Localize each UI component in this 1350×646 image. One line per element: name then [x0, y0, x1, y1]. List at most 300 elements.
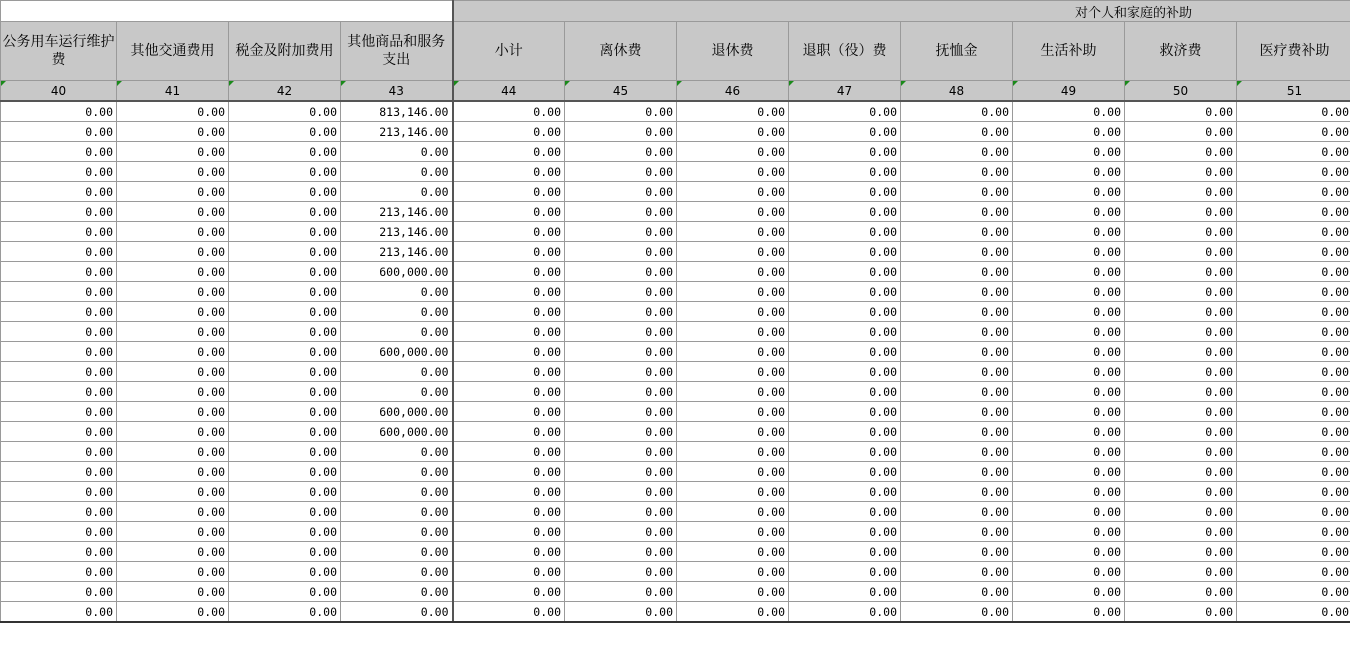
- table-cell[interactable]: 0.00: [1237, 442, 1350, 462]
- table-cell[interactable]: 0.00: [1237, 542, 1350, 562]
- table-cell[interactable]: 0.00: [229, 482, 341, 502]
- table-cell[interactable]: 0.00: [117, 402, 229, 422]
- column-header-cell[interactable]: 其他商品和服务支出: [341, 22, 453, 81]
- table-cell[interactable]: 0.00: [901, 162, 1013, 182]
- table-cell[interactable]: 0.00: [1237, 602, 1350, 623]
- table-cell[interactable]: 0.00: [117, 282, 229, 302]
- table-cell[interactable]: 0.00: [1237, 362, 1350, 382]
- table-cell[interactable]: 0.00: [677, 302, 789, 322]
- table-cell[interactable]: 0.00: [1013, 442, 1125, 462]
- table-cell[interactable]: 0.00: [229, 442, 341, 462]
- column-number-cell[interactable]: [117, 81, 229, 102]
- table-cell[interactable]: 0.00: [1013, 482, 1125, 502]
- table-cell[interactable]: 0.00: [1237, 382, 1350, 402]
- table-cell[interactable]: 0.00: [789, 422, 901, 442]
- table-cell[interactable]: 0.00: [117, 482, 229, 502]
- table-cell[interactable]: 0.00: [1125, 382, 1237, 402]
- table-cell[interactable]: 0.00: [1125, 362, 1237, 382]
- table-cell[interactable]: 0.00: [117, 582, 229, 602]
- table-cell[interactable]: 0.00: [229, 322, 341, 342]
- table-cell[interactable]: 0.00: [453, 242, 565, 262]
- table-cell[interactable]: 0.00: [453, 522, 565, 542]
- table-cell[interactable]: 0.00: [1, 162, 117, 182]
- table-cell[interactable]: 0.00: [1237, 482, 1350, 502]
- table-cell[interactable]: 0.00: [229, 562, 341, 582]
- table-cell[interactable]: 0.00: [1013, 562, 1125, 582]
- table-cell[interactable]: 0.00: [229, 382, 341, 402]
- table-cell[interactable]: 0.00: [565, 322, 677, 342]
- table-cell[interactable]: 0.00: [565, 362, 677, 382]
- table-cell[interactable]: 0.00: [341, 322, 453, 342]
- table-cell[interactable]: 0.00: [1237, 202, 1350, 222]
- table-cell[interactable]: 600,000.00: [341, 402, 453, 422]
- table-cell[interactable]: 0.00: [1013, 282, 1125, 302]
- table-cell[interactable]: 0.00: [453, 162, 565, 182]
- table-cell[interactable]: 0.00: [901, 122, 1013, 142]
- table-cell[interactable]: 0.00: [1013, 462, 1125, 482]
- table-cell[interactable]: 0.00: [901, 101, 1013, 122]
- table-cell[interactable]: 0.00: [565, 382, 677, 402]
- table-cell[interactable]: 0.00: [341, 522, 453, 542]
- table-cell[interactable]: 0.00: [453, 402, 565, 422]
- table-cell[interactable]: 0.00: [1237, 322, 1350, 342]
- table-cell[interactable]: 0.00: [789, 382, 901, 402]
- table-cell[interactable]: 0.00: [1013, 522, 1125, 542]
- table-cell[interactable]: 0.00: [789, 302, 901, 322]
- table-cell[interactable]: 0.00: [341, 582, 453, 602]
- table-cell[interactable]: 0.00: [1125, 402, 1237, 422]
- column-number-cell[interactable]: [677, 81, 789, 102]
- table-cell[interactable]: 0.00: [1125, 242, 1237, 262]
- table-cell[interactable]: 0.00: [1, 282, 117, 302]
- table-cell[interactable]: 0.00: [117, 382, 229, 402]
- table-cell[interactable]: 0.00: [901, 242, 1013, 262]
- table-cell[interactable]: 0.00: [1, 101, 117, 122]
- table-cell[interactable]: 0.00: [901, 342, 1013, 362]
- column-header-cell[interactable]: 离休费: [565, 22, 677, 81]
- column-number-cell[interactable]: [453, 81, 565, 102]
- table-cell[interactable]: 0.00: [565, 282, 677, 302]
- column-number-cell[interactable]: [789, 81, 901, 102]
- table-cell[interactable]: 0.00: [1, 442, 117, 462]
- column-header-cell[interactable]: 医疗费补助: [1237, 22, 1350, 81]
- table-cell[interactable]: 0.00: [677, 382, 789, 402]
- table-cell[interactable]: 0.00: [1013, 182, 1125, 202]
- table-cell[interactable]: 0.00: [453, 282, 565, 302]
- table-cell[interactable]: 0.00: [1013, 322, 1125, 342]
- table-cell[interactable]: 0.00: [453, 222, 565, 242]
- table-cell[interactable]: 0.00: [565, 462, 677, 482]
- table-cell[interactable]: 0.00: [677, 242, 789, 262]
- table-cell[interactable]: 0.00: [1, 182, 117, 202]
- column-number-cell[interactable]: [1125, 81, 1237, 102]
- table-cell[interactable]: 0.00: [1, 122, 117, 142]
- table-cell[interactable]: 0.00: [453, 302, 565, 322]
- table-cell[interactable]: 0.00: [1, 382, 117, 402]
- table-cell[interactable]: 0.00: [789, 502, 901, 522]
- table-cell[interactable]: 0.00: [117, 202, 229, 222]
- table-cell[interactable]: 0.00: [229, 302, 341, 322]
- table-cell[interactable]: 0.00: [117, 422, 229, 442]
- table-cell[interactable]: 0.00: [341, 162, 453, 182]
- table-cell[interactable]: 0.00: [1125, 101, 1237, 122]
- table-cell[interactable]: 0.00: [341, 462, 453, 482]
- table-cell[interactable]: 0.00: [789, 122, 901, 142]
- table-cell[interactable]: 0.00: [789, 202, 901, 222]
- table-cell[interactable]: 0.00: [565, 442, 677, 462]
- table-cell[interactable]: 0.00: [1013, 122, 1125, 142]
- table-cell[interactable]: 0.00: [117, 162, 229, 182]
- table-cell[interactable]: 213,146.00: [341, 242, 453, 262]
- table-cell[interactable]: 0.00: [565, 222, 677, 242]
- column-header-cell[interactable]: 小计: [453, 22, 565, 81]
- table-cell[interactable]: 0.00: [677, 142, 789, 162]
- table-cell[interactable]: 0.00: [1013, 101, 1125, 122]
- table-cell[interactable]: 0.00: [677, 402, 789, 422]
- column-number-cell[interactable]: [1013, 81, 1125, 102]
- table-cell[interactable]: 0.00: [677, 162, 789, 182]
- table-cell[interactable]: 0.00: [1013, 362, 1125, 382]
- table-cell[interactable]: 0.00: [341, 602, 453, 623]
- table-cell[interactable]: 0.00: [789, 602, 901, 623]
- table-cell[interactable]: 0.00: [789, 101, 901, 122]
- table-cell[interactable]: 0.00: [565, 422, 677, 442]
- table-cell[interactable]: 0.00: [789, 322, 901, 342]
- table-cell[interactable]: 0.00: [453, 101, 565, 122]
- table-cell[interactable]: 0.00: [677, 342, 789, 362]
- table-cell[interactable]: 0.00: [1125, 202, 1237, 222]
- table-cell[interactable]: 0.00: [229, 202, 341, 222]
- table-cell[interactable]: 0.00: [1125, 282, 1237, 302]
- table-cell[interactable]: 0.00: [229, 542, 341, 562]
- table-cell[interactable]: 0.00: [565, 242, 677, 262]
- table-cell[interactable]: 0.00: [677, 101, 789, 122]
- table-cell[interactable]: 0.00: [1125, 602, 1237, 623]
- table-cell[interactable]: 0.00: [677, 182, 789, 202]
- column-number-cell[interactable]: [1, 81, 117, 102]
- table-cell[interactable]: 0.00: [341, 302, 453, 322]
- table-cell[interactable]: 0.00: [1, 602, 117, 623]
- table-cell[interactable]: 0.00: [565, 582, 677, 602]
- table-cell[interactable]: 0.00: [229, 142, 341, 162]
- table-cell[interactable]: 0.00: [789, 282, 901, 302]
- table-cell[interactable]: 0.00: [453, 562, 565, 582]
- table-cell[interactable]: 0.00: [117, 342, 229, 362]
- table-cell[interactable]: 0.00: [341, 142, 453, 162]
- table-cell[interactable]: 0.00: [1237, 422, 1350, 442]
- column-header-cell[interactable]: 救济费: [1125, 22, 1237, 81]
- table-cell[interactable]: 600,000.00: [341, 262, 453, 282]
- table-cell[interactable]: 0.00: [1125, 422, 1237, 442]
- table-cell[interactable]: 0.00: [565, 262, 677, 282]
- column-number-cell[interactable]: [565, 81, 677, 102]
- table-cell[interactable]: 0.00: [1, 522, 117, 542]
- table-cell[interactable]: 0.00: [117, 322, 229, 342]
- table-cell[interactable]: 0.00: [453, 202, 565, 222]
- table-cell[interactable]: 0.00: [1013, 582, 1125, 602]
- table-cell[interactable]: 600,000.00: [341, 342, 453, 362]
- table-cell[interactable]: 0.00: [901, 402, 1013, 422]
- table-cell[interactable]: 0.00: [677, 482, 789, 502]
- table-cell[interactable]: 0.00: [677, 442, 789, 462]
- column-header-cell[interactable]: 公务用车运行维护费: [1, 22, 117, 81]
- table-cell[interactable]: 0.00: [117, 262, 229, 282]
- table-cell[interactable]: 0.00: [117, 101, 229, 122]
- table-cell[interactable]: 0.00: [1125, 142, 1237, 162]
- table-cell[interactable]: 0.00: [453, 362, 565, 382]
- table-cell[interactable]: 0.00: [1237, 582, 1350, 602]
- table-cell[interactable]: 0.00: [901, 362, 1013, 382]
- table-cell[interactable]: 0.00: [229, 282, 341, 302]
- table-cell[interactable]: 0.00: [901, 422, 1013, 442]
- table-cell[interactable]: 0.00: [1, 302, 117, 322]
- table-cell[interactable]: 0.00: [1125, 562, 1237, 582]
- column-header-cell[interactable]: 生活补助: [1013, 22, 1125, 81]
- table-cell[interactable]: 0.00: [1125, 342, 1237, 362]
- table-cell[interactable]: 0.00: [565, 602, 677, 623]
- table-cell[interactable]: 0.00: [565, 101, 677, 122]
- table-cell[interactable]: 0.00: [677, 202, 789, 222]
- table-cell[interactable]: 0.00: [1013, 382, 1125, 402]
- table-cell[interactable]: 0.00: [1, 202, 117, 222]
- table-cell[interactable]: 0.00: [117, 242, 229, 262]
- table-cell[interactable]: 0.00: [789, 362, 901, 382]
- table-cell[interactable]: 0.00: [229, 602, 341, 623]
- table-cell[interactable]: 0.00: [117, 142, 229, 162]
- table-cell[interactable]: 0.00: [1237, 101, 1350, 122]
- table-cell[interactable]: 213,146.00: [341, 122, 453, 142]
- table-cell[interactable]: 0.00: [565, 142, 677, 162]
- column-header-cell[interactable]: 退休费: [677, 22, 789, 81]
- table-cell[interactable]: 0.00: [901, 602, 1013, 623]
- column-number-cell[interactable]: [901, 81, 1013, 102]
- table-cell[interactable]: 0.00: [1125, 522, 1237, 542]
- table-cell[interactable]: 0.00: [1125, 262, 1237, 282]
- table-cell[interactable]: 0.00: [901, 282, 1013, 302]
- table-cell[interactable]: 0.00: [565, 402, 677, 422]
- column-number-cell[interactable]: [341, 81, 453, 102]
- table-cell[interactable]: 0.00: [1, 582, 117, 602]
- column-number-cell[interactable]: [229, 81, 341, 102]
- table-cell[interactable]: 0.00: [901, 142, 1013, 162]
- table-cell[interactable]: 0.00: [677, 422, 789, 442]
- table-cell[interactable]: 0.00: [117, 602, 229, 623]
- table-cell[interactable]: 0.00: [677, 322, 789, 342]
- table-cell[interactable]: 0.00: [565, 562, 677, 582]
- table-cell[interactable]: 0.00: [901, 462, 1013, 482]
- table-cell[interactable]: 0.00: [117, 522, 229, 542]
- table-cell[interactable]: 600,000.00: [341, 422, 453, 442]
- table-cell[interactable]: 0.00: [1125, 182, 1237, 202]
- column-number-cell[interactable]: [1237, 81, 1350, 102]
- table-cell[interactable]: 0.00: [1237, 402, 1350, 422]
- table-cell[interactable]: 0.00: [453, 322, 565, 342]
- table-cell[interactable]: 0.00: [117, 502, 229, 522]
- table-cell[interactable]: 0.00: [341, 542, 453, 562]
- table-cell[interactable]: 0.00: [565, 182, 677, 202]
- table-cell[interactable]: 0.00: [453, 182, 565, 202]
- table-cell[interactable]: 0.00: [677, 522, 789, 542]
- table-cell[interactable]: 0.00: [117, 182, 229, 202]
- table-cell[interactable]: 0.00: [1013, 602, 1125, 623]
- table-cell[interactable]: 0.00: [117, 442, 229, 462]
- table-cell[interactable]: 0.00: [453, 262, 565, 282]
- table-cell[interactable]: 0.00: [117, 222, 229, 242]
- table-cell[interactable]: 0.00: [677, 122, 789, 142]
- table-cell[interactable]: 0.00: [789, 162, 901, 182]
- table-cell[interactable]: 0.00: [901, 222, 1013, 242]
- table-cell[interactable]: 0.00: [1, 462, 117, 482]
- table-cell[interactable]: 0.00: [1237, 522, 1350, 542]
- table-cell[interactable]: 0.00: [565, 202, 677, 222]
- table-cell[interactable]: 0.00: [1125, 302, 1237, 322]
- table-cell[interactable]: 0.00: [1237, 242, 1350, 262]
- table-cell[interactable]: 0.00: [1237, 462, 1350, 482]
- table-cell[interactable]: 0.00: [229, 582, 341, 602]
- table-cell[interactable]: 0.00: [229, 162, 341, 182]
- table-cell[interactable]: 0.00: [677, 222, 789, 242]
- table-cell[interactable]: 0.00: [1013, 242, 1125, 262]
- table-cell[interactable]: 0.00: [901, 202, 1013, 222]
- table-cell[interactable]: 0.00: [1013, 502, 1125, 522]
- table-cell[interactable]: 0.00: [1013, 142, 1125, 162]
- table-cell[interactable]: 0.00: [1125, 162, 1237, 182]
- table-cell[interactable]: 0.00: [1237, 162, 1350, 182]
- table-cell[interactable]: 0.00: [1237, 282, 1350, 302]
- table-cell[interactable]: 0.00: [1013, 162, 1125, 182]
- table-cell[interactable]: 0.00: [789, 222, 901, 242]
- table-cell[interactable]: 0.00: [901, 442, 1013, 462]
- table-cell[interactable]: 0.00: [229, 262, 341, 282]
- table-cell[interactable]: 0.00: [565, 542, 677, 562]
- group-header-cell[interactable]: 对个人和家庭的补助: [453, 1, 1350, 22]
- table-cell[interactable]: 0.00: [453, 342, 565, 362]
- table-cell[interactable]: 0.00: [677, 282, 789, 302]
- table-cell[interactable]: 0.00: [1237, 182, 1350, 202]
- table-cell[interactable]: 0.00: [1, 262, 117, 282]
- table-cell[interactable]: 0.00: [789, 462, 901, 482]
- table-cell[interactable]: 0.00: [789, 562, 901, 582]
- table-cell[interactable]: 0.00: [117, 542, 229, 562]
- table-cell[interactable]: 0.00: [1013, 302, 1125, 322]
- table-cell[interactable]: 0.00: [677, 582, 789, 602]
- table-cell[interactable]: 0.00: [789, 142, 901, 162]
- table-cell[interactable]: 0.00: [789, 262, 901, 282]
- table-cell[interactable]: 0.00: [229, 362, 341, 382]
- column-header-cell[interactable]: 退职（役）费: [789, 22, 901, 81]
- table-cell[interactable]: 0.00: [453, 142, 565, 162]
- table-cell[interactable]: 0.00: [789, 442, 901, 462]
- table-cell[interactable]: 0.00: [453, 542, 565, 562]
- table-cell[interactable]: 0.00: [1, 422, 117, 442]
- table-cell[interactable]: 0.00: [565, 502, 677, 522]
- table-cell[interactable]: 0.00: [1, 342, 117, 362]
- table-cell[interactable]: 0.00: [453, 122, 565, 142]
- table-cell[interactable]: 213,146.00: [341, 222, 453, 242]
- table-cell[interactable]: 0.00: [229, 462, 341, 482]
- table-cell[interactable]: 0.00: [229, 342, 341, 362]
- table-cell[interactable]: 0.00: [901, 562, 1013, 582]
- table-cell[interactable]: 0.00: [117, 122, 229, 142]
- table-cell[interactable]: 0.00: [789, 582, 901, 602]
- table-cell[interactable]: 0.00: [1013, 422, 1125, 442]
- group-header-blank[interactable]: [1, 1, 453, 22]
- column-header-cell[interactable]: 其他交通费用: [117, 22, 229, 81]
- column-header-cell[interactable]: 抚恤金: [901, 22, 1013, 81]
- table-cell[interactable]: 0.00: [789, 242, 901, 262]
- table-cell[interactable]: 0.00: [1125, 582, 1237, 602]
- table-cell[interactable]: 0.00: [453, 502, 565, 522]
- table-cell[interactable]: 0.00: [1237, 342, 1350, 362]
- table-cell[interactable]: 0.00: [1237, 142, 1350, 162]
- table-cell[interactable]: 0.00: [341, 482, 453, 502]
- table-cell[interactable]: 0.00: [677, 502, 789, 522]
- table-cell[interactable]: 0.00: [341, 182, 453, 202]
- table-cell[interactable]: 0.00: [789, 402, 901, 422]
- table-cell[interactable]: 0.00: [901, 522, 1013, 542]
- table-cell[interactable]: 0.00: [1, 502, 117, 522]
- table-cell[interactable]: 0.00: [1125, 222, 1237, 242]
- table-cell[interactable]: 0.00: [901, 482, 1013, 502]
- table-cell[interactable]: 0.00: [117, 362, 229, 382]
- table-cell[interactable]: 0.00: [677, 542, 789, 562]
- table-cell[interactable]: 0.00: [229, 422, 341, 442]
- table-cell[interactable]: 0.00: [901, 542, 1013, 562]
- table-cell[interactable]: 0.00: [1013, 542, 1125, 562]
- table-cell[interactable]: 0.00: [341, 442, 453, 462]
- table-cell[interactable]: 0.00: [565, 522, 677, 542]
- table-cell[interactable]: 0.00: [901, 502, 1013, 522]
- column-header-cell[interactable]: 税金及附加费用: [229, 22, 341, 81]
- table-cell[interactable]: 0.00: [453, 482, 565, 502]
- table-cell[interactable]: 0.00: [1125, 122, 1237, 142]
- table-cell[interactable]: 0.00: [1013, 342, 1125, 362]
- table-cell[interactable]: 0.00: [789, 482, 901, 502]
- table-cell[interactable]: 0.00: [1237, 302, 1350, 322]
- table-cell[interactable]: 0.00: [1013, 262, 1125, 282]
- table-cell[interactable]: 0.00: [677, 562, 789, 582]
- table-cell[interactable]: 0.00: [453, 442, 565, 462]
- table-cell[interactable]: 0.00: [565, 342, 677, 362]
- table-cell[interactable]: 0.00: [1, 482, 117, 502]
- table-cell[interactable]: 0.00: [229, 522, 341, 542]
- table-cell[interactable]: 0.00: [229, 182, 341, 202]
- table-cell[interactable]: 0.00: [1, 362, 117, 382]
- table-cell[interactable]: 0.00: [565, 162, 677, 182]
- table-cell[interactable]: 0.00: [1237, 122, 1350, 142]
- table-cell[interactable]: 0.00: [677, 362, 789, 382]
- table-cell[interactable]: 0.00: [677, 262, 789, 282]
- table-cell[interactable]: 0.00: [901, 262, 1013, 282]
- table-cell[interactable]: 0.00: [565, 302, 677, 322]
- table-cell[interactable]: 0.00: [901, 182, 1013, 202]
- table-cell[interactable]: 0.00: [789, 182, 901, 202]
- table-cell[interactable]: 0.00: [1, 402, 117, 422]
- table-cell[interactable]: 0.00: [1237, 562, 1350, 582]
- table-cell[interactable]: 0.00: [341, 282, 453, 302]
- table-cell[interactable]: 0.00: [453, 582, 565, 602]
- table-cell[interactable]: 0.00: [1, 242, 117, 262]
- table-cell[interactable]: 0.00: [789, 342, 901, 362]
- table-cell[interactable]: 0.00: [901, 322, 1013, 342]
- table-cell[interactable]: 0.00: [789, 522, 901, 542]
- table-cell[interactable]: 0.00: [1, 142, 117, 162]
- table-cell[interactable]: 0.00: [117, 462, 229, 482]
- table-cell[interactable]: 813,146.00: [341, 101, 453, 122]
- table-cell[interactable]: 0.00: [453, 602, 565, 623]
- table-cell[interactable]: 0.00: [1237, 262, 1350, 282]
- table-cell[interactable]: 0.00: [453, 422, 565, 442]
